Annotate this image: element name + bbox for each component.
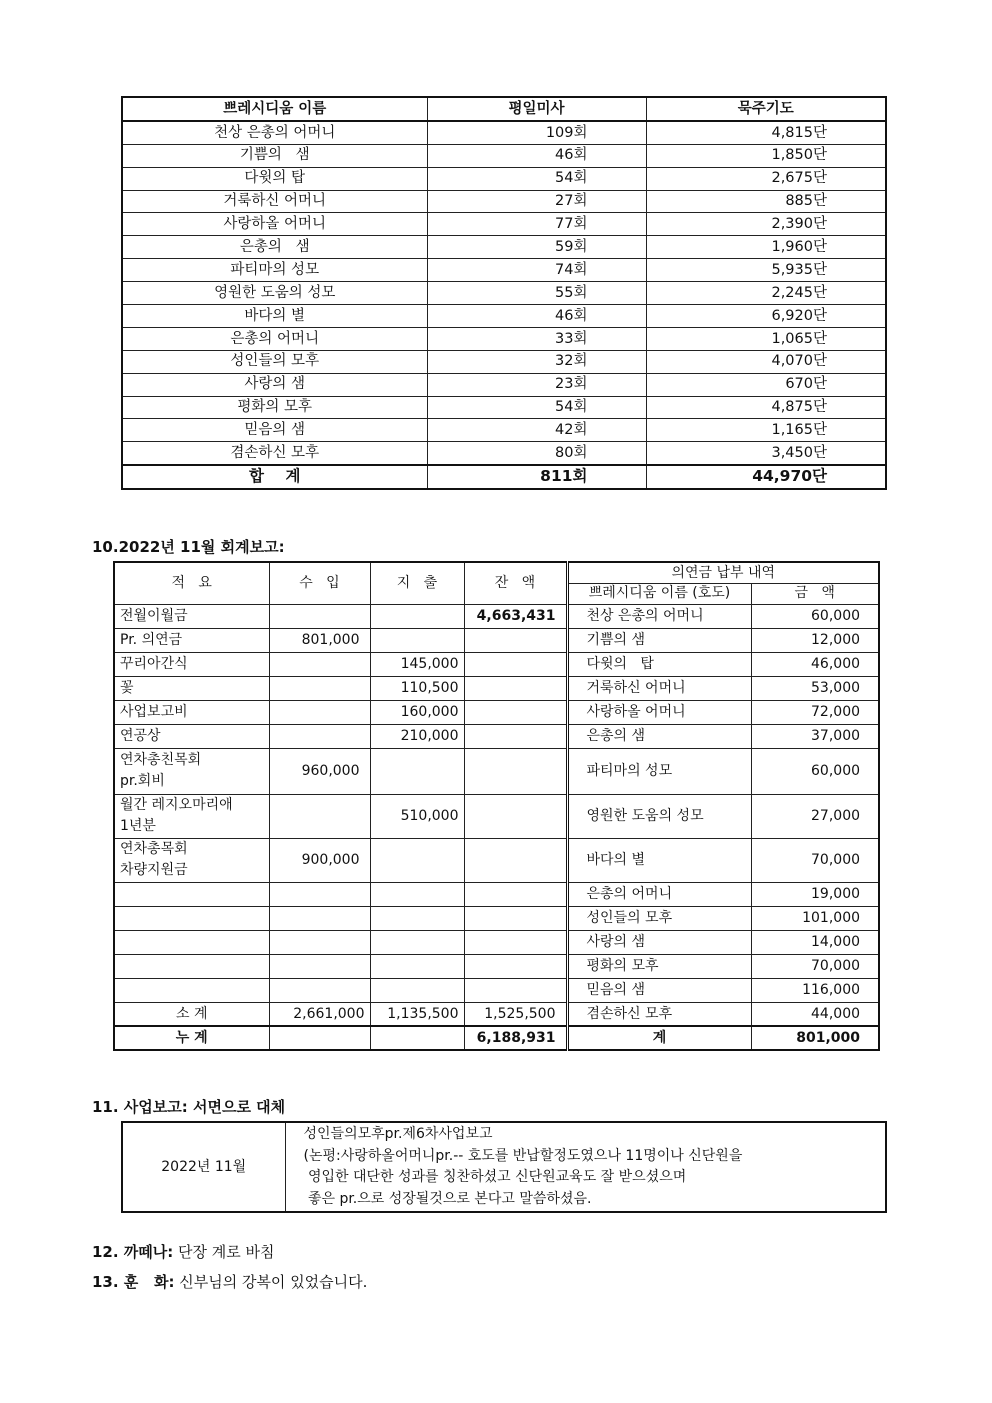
account-row	[114, 604, 879, 628]
account-item	[114, 882, 269, 906]
prayer-stats-row	[122, 190, 886, 213]
donation-amount: 60,000	[751, 604, 879, 628]
account-row	[114, 838, 879, 882]
account-item	[114, 930, 269, 954]
section-11-heading: 11. 사업보고: 서면으로 대체	[92, 1098, 286, 1116]
mass-count: 54회	[427, 167, 646, 190]
donation-amount: 46,000	[751, 652, 879, 676]
business-report-date: 2022년 11월	[122, 1122, 285, 1212]
business-report-table	[121, 1121, 887, 1213]
presidium-name: 다윗의 탑	[122, 167, 427, 190]
prayer-stats-row	[122, 121, 886, 144]
prayer-stats-row	[122, 167, 886, 190]
account-balance	[464, 838, 567, 882]
prayer-stats-row	[122, 305, 886, 328]
rosary-count: 1,165단	[646, 419, 886, 442]
account-balance	[464, 652, 567, 676]
donation-amount: 53,000	[751, 676, 879, 700]
account-row	[114, 700, 879, 724]
section-12	[92, 1241, 275, 1262]
account-income: 960,000	[269, 748, 370, 794]
account-expense	[370, 838, 464, 882]
account-balance	[464, 978, 567, 1002]
account-item: Pr. 의연금	[114, 628, 269, 652]
presidium-name: 바다의 별	[122, 305, 427, 328]
cumulative-expense	[370, 1026, 464, 1050]
prayer-stats-row	[122, 144, 886, 167]
account-row	[114, 794, 879, 838]
mass-count: 46회	[427, 144, 646, 167]
col-header-amount: 금 액	[751, 583, 879, 604]
account-subtotal-row	[114, 1002, 879, 1026]
presidium-name: 거룩하신 어머니	[122, 190, 427, 213]
donation-amount: 60,000	[751, 748, 879, 794]
rosary-count: 5,935단	[646, 259, 886, 282]
section-13-label: 13. 훈 화:	[92, 1273, 175, 1291]
col-header-rosary: 묵주기도	[646, 97, 886, 121]
account-income	[269, 794, 370, 838]
account-row	[114, 882, 879, 906]
section-12-text: 단장 계로 바침	[173, 1243, 275, 1261]
account-income	[269, 676, 370, 700]
account-balance	[464, 676, 567, 700]
prayer-stats-row	[122, 282, 886, 305]
donation-amount: 116,000	[751, 978, 879, 1002]
subtotal-expense: 1,135,500	[370, 1002, 464, 1026]
presidium-name: 겸손하신 모후	[122, 442, 427, 465]
subtotal-pres-name: 겸손하신 모후	[567, 1002, 751, 1026]
presidium-name: 기쁨의 샘	[122, 144, 427, 167]
account-income: 801,000	[269, 628, 370, 652]
col-header-mass: 평일미사	[427, 97, 646, 121]
donation-pres-name: 사랑의 샘	[567, 930, 751, 954]
account-report-table	[113, 561, 880, 1051]
rosary-count: 2,675단	[646, 167, 886, 190]
presidium-name: 은총의 어머니	[122, 327, 427, 350]
account-balance	[464, 906, 567, 930]
account-row	[114, 954, 879, 978]
account-expense	[370, 954, 464, 978]
section-13	[92, 1271, 367, 1292]
account-row	[114, 748, 879, 794]
account-row	[114, 724, 879, 748]
account-item	[114, 978, 269, 1002]
account-item	[114, 954, 269, 978]
account-balance	[464, 954, 567, 978]
account-income	[269, 652, 370, 676]
account-balance	[464, 700, 567, 724]
account-balance	[464, 724, 567, 748]
cumulative-balance: 6,188,931	[464, 1026, 567, 1050]
account-expense: 160,000	[370, 700, 464, 724]
subtotal-label: 소 계	[114, 1002, 269, 1026]
cumulative-total-amount: 801,000	[751, 1026, 879, 1050]
account-income: 900,000	[269, 838, 370, 882]
rosary-count: 2,245단	[646, 282, 886, 305]
donation-pres-name: 파티마의 성모	[567, 748, 751, 794]
account-income	[269, 954, 370, 978]
business-report-body: 성인들의모후pr.제6차사업보고 (논평:사랑하올어머니pr.-- 호도를 반납할정도였으나 11명이나 신단원을 영입한 대단한 성과를 칭찬하셨고 신단원교육도 잘 받으셨으며 좋은 pr.으로 성장될것으로 본다고 말씀하셨음.	[285, 1122, 886, 1212]
donation-amount: 27,000	[751, 794, 879, 838]
donation-amount: 12,000	[751, 628, 879, 652]
total-label: 합 계	[122, 465, 427, 489]
mass-count: 46회	[427, 305, 646, 328]
col-header-pres-name: 쁘레시디움 이름 (호도)	[567, 583, 751, 604]
total-rosary: 44,970단	[646, 465, 886, 489]
donation-amount: 101,000	[751, 906, 879, 930]
rosary-count: 885단	[646, 190, 886, 213]
account-item: 사업보고비	[114, 700, 269, 724]
presidium-name: 천상 은총의 어머니	[122, 121, 427, 144]
account-income	[269, 930, 370, 954]
account-row	[114, 652, 879, 676]
account-item: 전월이월금	[114, 604, 269, 628]
rosary-count: 1,850단	[646, 144, 886, 167]
mass-count: 54회	[427, 396, 646, 419]
section-12-label: 12. 까떼나:	[92, 1243, 174, 1261]
subtotal-balance: 1,525,500	[464, 1002, 567, 1026]
presidium-name: 성인들의 모후	[122, 350, 427, 373]
account-row	[114, 906, 879, 930]
account-balance	[464, 882, 567, 906]
account-item: 꽃	[114, 676, 269, 700]
presidium-name: 평화의 모후	[122, 396, 427, 419]
account-cumulative-row	[114, 1026, 879, 1050]
account-expense: 145,000	[370, 652, 464, 676]
account-balance	[464, 748, 567, 794]
account-expense	[370, 882, 464, 906]
account-balance	[464, 628, 567, 652]
donation-amount: 19,000	[751, 882, 879, 906]
account-income	[269, 724, 370, 748]
donation-pres-name: 영원한 도움의 성모	[567, 794, 751, 838]
account-expense	[370, 604, 464, 628]
col-header-item: 적 요	[114, 562, 269, 604]
presidium-name: 은총의 샘	[122, 236, 427, 259]
account-item: 연차총목회 차량지원금	[114, 838, 269, 882]
account-expense: 110,500	[370, 676, 464, 700]
donation-pres-name: 바다의 별	[567, 838, 751, 882]
presidium-name: 사랑의 샘	[122, 373, 427, 396]
col-header-expense: 지 출	[370, 562, 464, 604]
account-row	[114, 628, 879, 652]
account-item: 월간 레지오마리애 1년분	[114, 794, 269, 838]
prayer-stats-row	[122, 350, 886, 373]
rosary-count: 2,390단	[646, 213, 886, 236]
rosary-count: 4,070단	[646, 350, 886, 373]
account-expense	[370, 978, 464, 1002]
mass-count: 23회	[427, 373, 646, 396]
prayer-stats-row	[122, 327, 886, 350]
account-balance: 4,663,431	[464, 604, 567, 628]
presidium-name: 영원한 도움의 성모	[122, 282, 427, 305]
donation-pres-name: 거룩하신 어머니	[567, 676, 751, 700]
account-expense: 210,000	[370, 724, 464, 748]
cumulative-total-label: 계	[567, 1026, 751, 1050]
mass-count: 109회	[427, 121, 646, 144]
mass-count: 59회	[427, 236, 646, 259]
subtotal-amount: 44,000	[751, 1002, 879, 1026]
account-income	[269, 604, 370, 628]
prayer-stats-total-row	[122, 465, 886, 489]
rosary-count: 6,920단	[646, 305, 886, 328]
account-expense	[370, 628, 464, 652]
prayer-stats-table	[121, 96, 887, 490]
donation-pres-name: 믿음의 샘	[567, 978, 751, 1002]
total-mass: 811회	[427, 465, 646, 489]
donation-amount: 37,000	[751, 724, 879, 748]
account-expense	[370, 906, 464, 930]
donation-pres-name: 평화의 모후	[567, 954, 751, 978]
mass-count: 27회	[427, 190, 646, 213]
donation-amount: 70,000	[751, 954, 879, 978]
donation-pres-name: 은총의 어머니	[567, 882, 751, 906]
section-13-text: 신부님의 강복이 있었습니다.	[174, 1273, 368, 1291]
col-header-donation-group: 의연금 납부 내역	[567, 562, 879, 583]
donation-pres-name: 은총의 샘	[567, 724, 751, 748]
cumulative-income	[269, 1026, 370, 1050]
presidium-name: 사랑하올 어머니	[122, 213, 427, 236]
account-income	[269, 700, 370, 724]
prayer-stats-row	[122, 236, 886, 259]
donation-amount: 70,000	[751, 838, 879, 882]
col-header-income: 수 입	[269, 562, 370, 604]
mass-count: 77회	[427, 213, 646, 236]
donation-pres-name: 천상 은총의 어머니	[567, 604, 751, 628]
account-balance	[464, 794, 567, 838]
prayer-stats-row	[122, 396, 886, 419]
prayer-stats-row	[122, 213, 886, 236]
account-item: 연공상	[114, 724, 269, 748]
account-income	[269, 906, 370, 930]
donation-pres-name: 기쁨의 샘	[567, 628, 751, 652]
account-income	[269, 882, 370, 906]
rosary-count: 4,875단	[646, 396, 886, 419]
donation-pres-name: 다윗의 탑	[567, 652, 751, 676]
rosary-count: 4,815단	[646, 121, 886, 144]
rosary-count: 1,960단	[646, 236, 886, 259]
business-report-row	[122, 1122, 886, 1212]
account-expense	[370, 930, 464, 954]
account-balance	[464, 930, 567, 954]
donation-pres-name: 사랑하올 어머니	[567, 700, 751, 724]
prayer-stats-row	[122, 259, 886, 282]
mass-count: 80회	[427, 442, 646, 465]
account-row	[114, 978, 879, 1002]
donation-amount: 72,000	[751, 700, 879, 724]
mass-count: 55회	[427, 282, 646, 305]
account-income	[269, 978, 370, 1002]
rosary-count: 3,450단	[646, 442, 886, 465]
mass-count: 32회	[427, 350, 646, 373]
presidium-name: 믿음의 샘	[122, 419, 427, 442]
account-expense	[370, 748, 464, 794]
rosary-count: 670단	[646, 373, 886, 396]
subtotal-income: 2,661,000	[269, 1002, 370, 1026]
cumulative-label: 누 계	[114, 1026, 269, 1050]
mass-count: 33회	[427, 327, 646, 350]
prayer-stats-row	[122, 442, 886, 465]
prayer-stats-row	[122, 419, 886, 442]
donation-pres-name: 성인들의 모후	[567, 906, 751, 930]
account-item: 꾸리아간식	[114, 652, 269, 676]
section-10-heading: 10.2022년 11월 회계보고:	[92, 538, 285, 556]
presidium-name: 파티마의 성모	[122, 259, 427, 282]
col-header-balance: 잔 액	[464, 562, 567, 604]
account-expense: 510,000	[370, 794, 464, 838]
account-row	[114, 676, 879, 700]
col-header-presidium: 쁘레시디움 이름	[122, 97, 427, 121]
account-item	[114, 906, 269, 930]
donation-amount: 14,000	[751, 930, 879, 954]
prayer-stats-row	[122, 373, 886, 396]
mass-count: 74회	[427, 259, 646, 282]
rosary-count: 1,065단	[646, 327, 886, 350]
prayer-stats-header-row	[122, 97, 886, 121]
account-header-row-1	[114, 562, 879, 583]
account-row	[114, 930, 879, 954]
account-item: 연차총친목회 pr.회비	[114, 748, 269, 794]
mass-count: 42회	[427, 419, 646, 442]
